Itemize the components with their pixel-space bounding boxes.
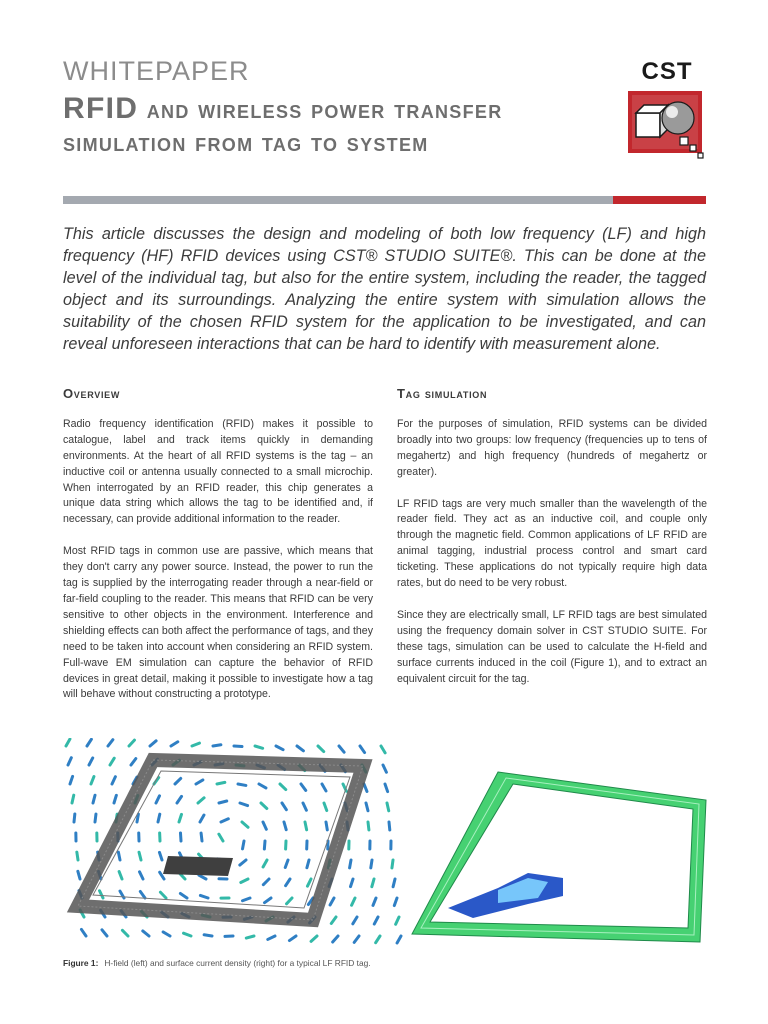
h-field-arrow — [242, 898, 250, 901]
overview-section — [63, 386, 373, 719]
h-field-arrow — [131, 759, 136, 765]
h-field-arrow — [78, 871, 80, 879]
h-field-arrow — [200, 895, 208, 898]
h-field-arrow — [276, 746, 283, 750]
h-field-arrow — [70, 776, 73, 784]
h-field-arrow — [268, 936, 275, 939]
h-field-arrow — [376, 936, 380, 943]
h-field-arrow — [396, 917, 399, 924]
h-field-arrow — [241, 879, 248, 883]
h-field-arrow — [240, 803, 248, 806]
h-field-arrow — [234, 746, 242, 747]
h-field-arrow — [311, 936, 317, 941]
h-field-arrow — [129, 740, 134, 746]
h-field-arrow — [360, 746, 365, 753]
h-field-arrow — [68, 758, 71, 765]
header-rule-accent — [613, 196, 706, 204]
tag-simulation-paragraph-1: For the purposes of simulation, RFID systems can be divided broadly into two groups: low frequency (frequencies up to tens of megahertz) and high frequency (hundreds of megahertz or greater). — [397, 417, 707, 478]
logo-emblem-icon — [628, 91, 706, 163]
h-field-arrow — [110, 758, 114, 765]
h-field-arrow — [122, 930, 128, 936]
h-field-arrow — [339, 746, 344, 752]
coil-right — [412, 772, 706, 942]
h-field-arrow — [89, 758, 93, 765]
h-field-arrow — [219, 834, 223, 841]
h-field-arrow — [175, 778, 181, 784]
header-rule — [63, 196, 706, 204]
h-field-arrow — [307, 860, 309, 868]
tag-simulation-section — [397, 386, 707, 704]
h-field-arrow — [242, 822, 248, 827]
h-field-arrow — [74, 814, 75, 822]
h-field-arrow — [366, 803, 368, 811]
h-field-arrow — [198, 798, 204, 803]
h-field-arrow — [81, 929, 86, 936]
h-field-arrow — [255, 746, 263, 748]
h-field-arrow — [333, 936, 338, 942]
h-field-arrow — [368, 822, 369, 830]
figure-1 — [58, 738, 710, 953]
h-field-arrow — [372, 879, 374, 887]
h-field-arrow — [119, 872, 122, 879]
h-field-arrow — [246, 936, 254, 938]
h-field-arrow — [201, 833, 202, 841]
logo-text: CST — [641, 58, 693, 85]
h-field-arrow — [381, 746, 385, 753]
h-field-arrow — [200, 815, 204, 822]
tag-simulation-heading: Tag simulation — [397, 386, 488, 401]
h-field-arrow — [219, 801, 227, 803]
h-field-arrow — [285, 860, 288, 868]
overview-paragraph-2: Most RFID tags in common use are passive, which means that they don't carry any power source. Instead, the power to run the tag is supplied by the interrogating reader through a near-field or far-field coupling to the reader. This means that RFID can be very sensitive to other objects in the environment. Interference and shielding effects can both affect the performance of tags, and they need to be taken into account when considering an RFID system. Full-wave EM simulation can capture the behavior of RFID devices in great detail, making it possible to investigate how a tag will behave without constructing a prototype. — [63, 545, 373, 701]
h-field-arrow — [112, 777, 115, 784]
h-field-arrow — [108, 740, 113, 746]
h-field-arrow — [374, 917, 378, 924]
h-field-arrow — [318, 746, 324, 752]
h-field-arrow — [238, 784, 246, 785]
h-field-arrow — [177, 796, 182, 803]
h-field-arrow — [305, 822, 307, 830]
h-field-arrow — [217, 782, 225, 784]
h-field-arrow — [221, 819, 228, 822]
h-field-arrow — [330, 898, 334, 905]
tag-simulation-paragraph-3: Since they are electrically small, LF RFID tags are best simulated using the frequency domain solver in CST STUDIO SUITE. For these tags, simulation can be used to calculate the H-field and surface currents induced in the coil (Figure 1), and to extract an equivalent circuit for the tag. — [397, 608, 707, 685]
h-field-arrow — [280, 784, 286, 790]
h-field-arrow — [196, 780, 203, 784]
h-field-arrow — [371, 860, 372, 868]
h-field-arrow — [350, 860, 351, 868]
h-field-arrow — [139, 852, 141, 860]
h-field-arrow — [158, 814, 160, 822]
h-field-arrow — [324, 803, 327, 811]
figure-1-image — [58, 738, 710, 953]
h-field-arrow — [243, 841, 244, 849]
h-field-arrow — [282, 803, 286, 810]
h-field-arrow — [284, 822, 286, 830]
h-field-arrow — [263, 879, 269, 885]
h-field-arrow — [307, 879, 311, 886]
h-field-arrow — [102, 930, 107, 936]
h-field-arrow — [259, 784, 266, 788]
h-field-arrow — [143, 931, 149, 936]
document-title — [63, 92, 623, 159]
h-field-arrow — [354, 936, 359, 942]
h-field-arrow — [353, 917, 357, 924]
figure-caption-text: H-field (left) and surface current density (right) for a typical LF RFID tag. — [104, 958, 371, 968]
h-field-arrow — [180, 833, 181, 841]
h-field-arrow — [100, 891, 103, 898]
title-rest: and wireless power transfer — [138, 94, 503, 124]
h-field-arrow — [87, 739, 91, 746]
tag-simulation-paragraph-2: LF RFID tags are very much smaller than the wavelength of the reader field. They act as an inductive coil, and couple only through the magnetic field. Common applications of LF RFID are animal tagging, industrial process control and smart card ticketing. These applications do not typically require high data rates, but do need to be very robust. — [397, 497, 707, 590]
h-field-arrow — [392, 860, 393, 868]
h-field-arrow — [179, 814, 181, 822]
h-field-arrow — [263, 822, 266, 829]
overview-heading: Overview — [63, 386, 121, 401]
h-field-arrow — [385, 784, 388, 792]
h-field-arrow — [199, 875, 206, 879]
h-field-arrow — [114, 795, 116, 803]
h-field-arrow — [118, 852, 120, 860]
h-field-arrow — [156, 796, 159, 803]
title-line-2: simulation from tag to system — [63, 127, 429, 157]
h-field-arrow — [77, 852, 78, 860]
h-field-arrow — [373, 898, 376, 905]
h-field-arrow — [286, 879, 290, 886]
h-field-arrow — [303, 803, 306, 810]
h-field-arrow — [204, 935, 212, 936]
h-field-arrow — [140, 892, 145, 898]
h-field-arrow — [322, 784, 326, 791]
h-field-arrow — [66, 739, 70, 746]
h-field-arrow — [389, 822, 390, 830]
h-field-arrow — [163, 932, 170, 936]
h-field-arrow — [150, 741, 156, 746]
h-field-arrow — [383, 765, 386, 772]
h-field-arrow — [184, 933, 191, 936]
document-kicker: WHITEPAPER — [63, 56, 250, 86]
h-field-arrow — [93, 795, 95, 803]
h-field-arrow — [387, 803, 389, 811]
h-field-arrow — [213, 745, 221, 746]
h-field-arrow — [263, 860, 267, 867]
h-field-arrow — [397, 936, 401, 943]
h-field-arrow — [261, 803, 267, 808]
h-field-arrow — [171, 742, 178, 746]
title-lead: RFID — [63, 92, 139, 125]
h-field-arrow — [351, 879, 353, 887]
figure-1-caption — [63, 958, 371, 968]
h-field-arrow — [192, 743, 199, 746]
h-field-arrow — [91, 777, 94, 784]
h-field-arrow — [264, 898, 271, 903]
overview-paragraph-1: Radio frequency identification (RFID) makes it possible to catalogue, label and track items quickly in demanding environments. At the heart of all RFID systems is the tag – an inductive coil or antenna usually connected to a small microchip. When interrogated by an RFID reader, this chip generates a unique data string which allows the tag to be identified and, if necessary, can provide additional information to the reader. — [63, 417, 373, 526]
h-field-arrow — [393, 879, 395, 887]
h-field-arrow — [326, 822, 327, 830]
figure-label: Figure 1: — [63, 958, 99, 968]
h-field-arrow — [72, 795, 74, 803]
h-field-arrow — [301, 784, 306, 790]
h-field-arrow — [352, 898, 355, 905]
h-field-arrow — [240, 860, 246, 865]
h-field-arrow — [287, 898, 292, 904]
h-field-arrow — [364, 784, 367, 791]
h-field-arrow — [95, 814, 96, 822]
h-field-arrow — [331, 917, 336, 923]
h-field-arrow — [264, 841, 265, 849]
h-field-arrow — [394, 898, 397, 906]
abstract: This article discusses the design and modeling of both low frequency (LF) and high frequency (HF) RFID devices using CST® STUDIO SUITE®. This can be done at the level of the individual tag, but also for the entire system, including the reader, the tagged object and its surroundings. Analyzing the entire system with simulation allows the suitability of the chosen RFID system for the application to be investigated, and can reveal unforeseen interactions that can be hard to identify with measurement alone. — [63, 225, 706, 353]
h-field-arrow — [289, 936, 296, 941]
h-field-arrow — [180, 893, 187, 898]
h-field-arrow — [160, 892, 166, 898]
cst-logo — [628, 58, 706, 166]
h-field-arrow — [140, 872, 143, 879]
h-field-arrow — [297, 746, 303, 751]
h-field-arrow — [159, 852, 162, 860]
